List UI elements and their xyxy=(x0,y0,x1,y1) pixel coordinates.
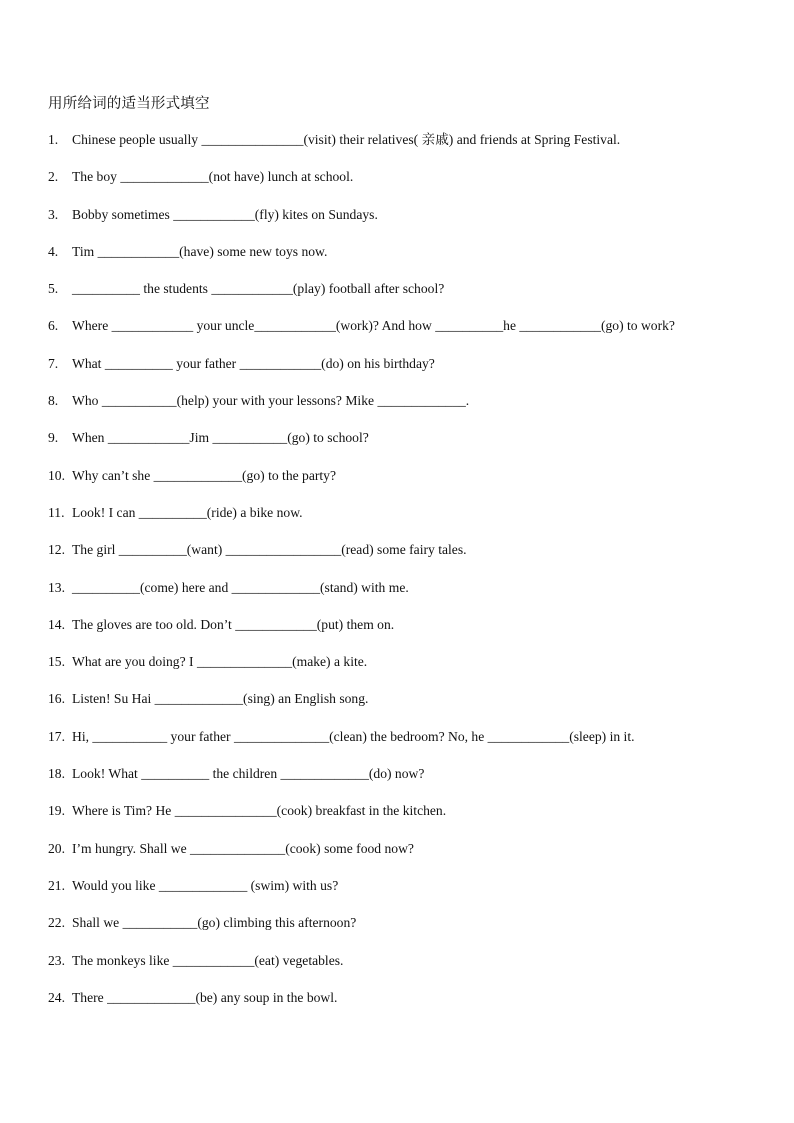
item-number: 14. xyxy=(48,616,65,632)
exercise-item xyxy=(48,279,768,316)
item-number: 2. xyxy=(48,169,59,185)
exercise-item xyxy=(48,615,768,652)
item-sentence: The gloves are too old. Don’t ____________(put) them on. xyxy=(72,616,395,632)
item-number: 9. xyxy=(48,430,59,446)
item-number: 23. xyxy=(48,952,65,968)
exercise-heading: 用所给词的适当形式填空 xyxy=(48,96,210,112)
item-sentence: Look! I can __________(ride) a bike now. xyxy=(72,504,303,520)
item-number: 24. xyxy=(48,989,65,1005)
item-sentence: Would you like _____________ (swim) with us? xyxy=(72,877,339,893)
item-number: 19. xyxy=(48,803,65,819)
exercise-item xyxy=(48,428,768,465)
item-number: 21. xyxy=(48,877,65,893)
exercise-item xyxy=(48,839,768,876)
item-number: 12. xyxy=(48,542,65,558)
exercise-item xyxy=(48,801,768,838)
item-sentence: The boy _____________(not have) lunch at school. xyxy=(72,169,354,185)
item-sentence: Where ____________ your uncle____________(work)? And how __________he ____________(go) to work? xyxy=(72,318,675,334)
exercise-item xyxy=(48,316,768,353)
exercise-item xyxy=(48,466,768,503)
item-sentence: I’m hungry. Shall we ______________(cook) some food now? xyxy=(72,840,414,856)
item-sentence: What __________ your father ____________(do) on his birthday? xyxy=(72,355,435,371)
exercise-item xyxy=(48,689,768,726)
item-number: 5. xyxy=(48,281,59,297)
item-number: 3. xyxy=(48,206,59,222)
item-number: 20. xyxy=(48,840,65,856)
exercise-item xyxy=(48,354,768,391)
item-sentence: Hi, ___________ your father ______________(clean) the bedroom? No, he ____________(sleep) in it. xyxy=(72,728,635,744)
exercise-item xyxy=(48,242,768,279)
item-number: 10. xyxy=(48,467,65,483)
item-number: 7. xyxy=(48,355,59,371)
exercise-item xyxy=(48,578,768,615)
item-sentence: There _____________(be) any soup in the bowl. xyxy=(72,989,338,1005)
item-sentence: __________ the students ____________(play) football after school? xyxy=(72,281,445,297)
exercise-item xyxy=(48,503,768,540)
item-sentence: Why can’t she _____________(go) to the party? xyxy=(72,467,337,483)
exercise-item xyxy=(48,167,768,204)
item-number: 8. xyxy=(48,393,59,409)
exercise-item xyxy=(48,951,768,988)
item-sentence: Shall we ___________(go) climbing this afternoon? xyxy=(72,915,357,931)
item-sentence: Who ___________(help) your with your lessons? Mike _____________. xyxy=(72,393,470,409)
item-number: 4. xyxy=(48,243,59,259)
item-sentence: Where is Tim? He _______________(cook) breakfast in the kitchen. xyxy=(72,803,447,819)
item-number: 1. xyxy=(48,132,59,147)
item-sentence: The girl __________(want) _________________(read) some fairy tales. xyxy=(72,542,467,558)
item-number: 22. xyxy=(48,915,65,931)
exercise-item xyxy=(48,727,768,764)
exercise-item xyxy=(48,876,768,913)
exercise-item xyxy=(48,988,768,1025)
item-sentence: The monkeys like ____________(eat) vegetables. xyxy=(72,952,344,968)
item-sentence: Bobby sometimes ____________(fly) kites on Sundays. xyxy=(72,206,378,222)
exercise-item xyxy=(48,764,768,801)
item-number: 17. xyxy=(48,728,65,744)
item-sentence: What are you doing? I ______________(make) a kite. xyxy=(72,654,368,670)
exercise-item xyxy=(48,540,768,577)
item-number: 18. xyxy=(48,766,65,782)
exercise-item xyxy=(48,652,768,689)
item-sentence: When ____________Jim ___________(go) to school? xyxy=(72,430,369,446)
item-sentence: Look! What __________ the children _____________(do) now? xyxy=(72,766,425,782)
exercise-item xyxy=(48,913,768,950)
exercise-list xyxy=(48,130,768,1025)
item-number: 11. xyxy=(48,504,65,520)
exercise-item xyxy=(48,130,768,167)
item-number: 16. xyxy=(48,691,65,707)
item-number: 13. xyxy=(48,579,65,595)
item-number: 6. xyxy=(48,318,59,334)
item-sentence: Chinese people usually _______________(visit) their relatives( 亲戚) and friends at Spring Festival. xyxy=(72,132,621,147)
item-sentence: __________(come) here and _____________(stand) with me. xyxy=(72,579,409,595)
exercise-item xyxy=(48,205,768,242)
exercise-item xyxy=(48,391,768,428)
item-number: 15. xyxy=(48,654,65,670)
item-sentence: Tim ____________(have) some new toys now. xyxy=(72,243,328,259)
item-sentence: Listen! Su Hai _____________(sing) an English song. xyxy=(72,691,369,707)
